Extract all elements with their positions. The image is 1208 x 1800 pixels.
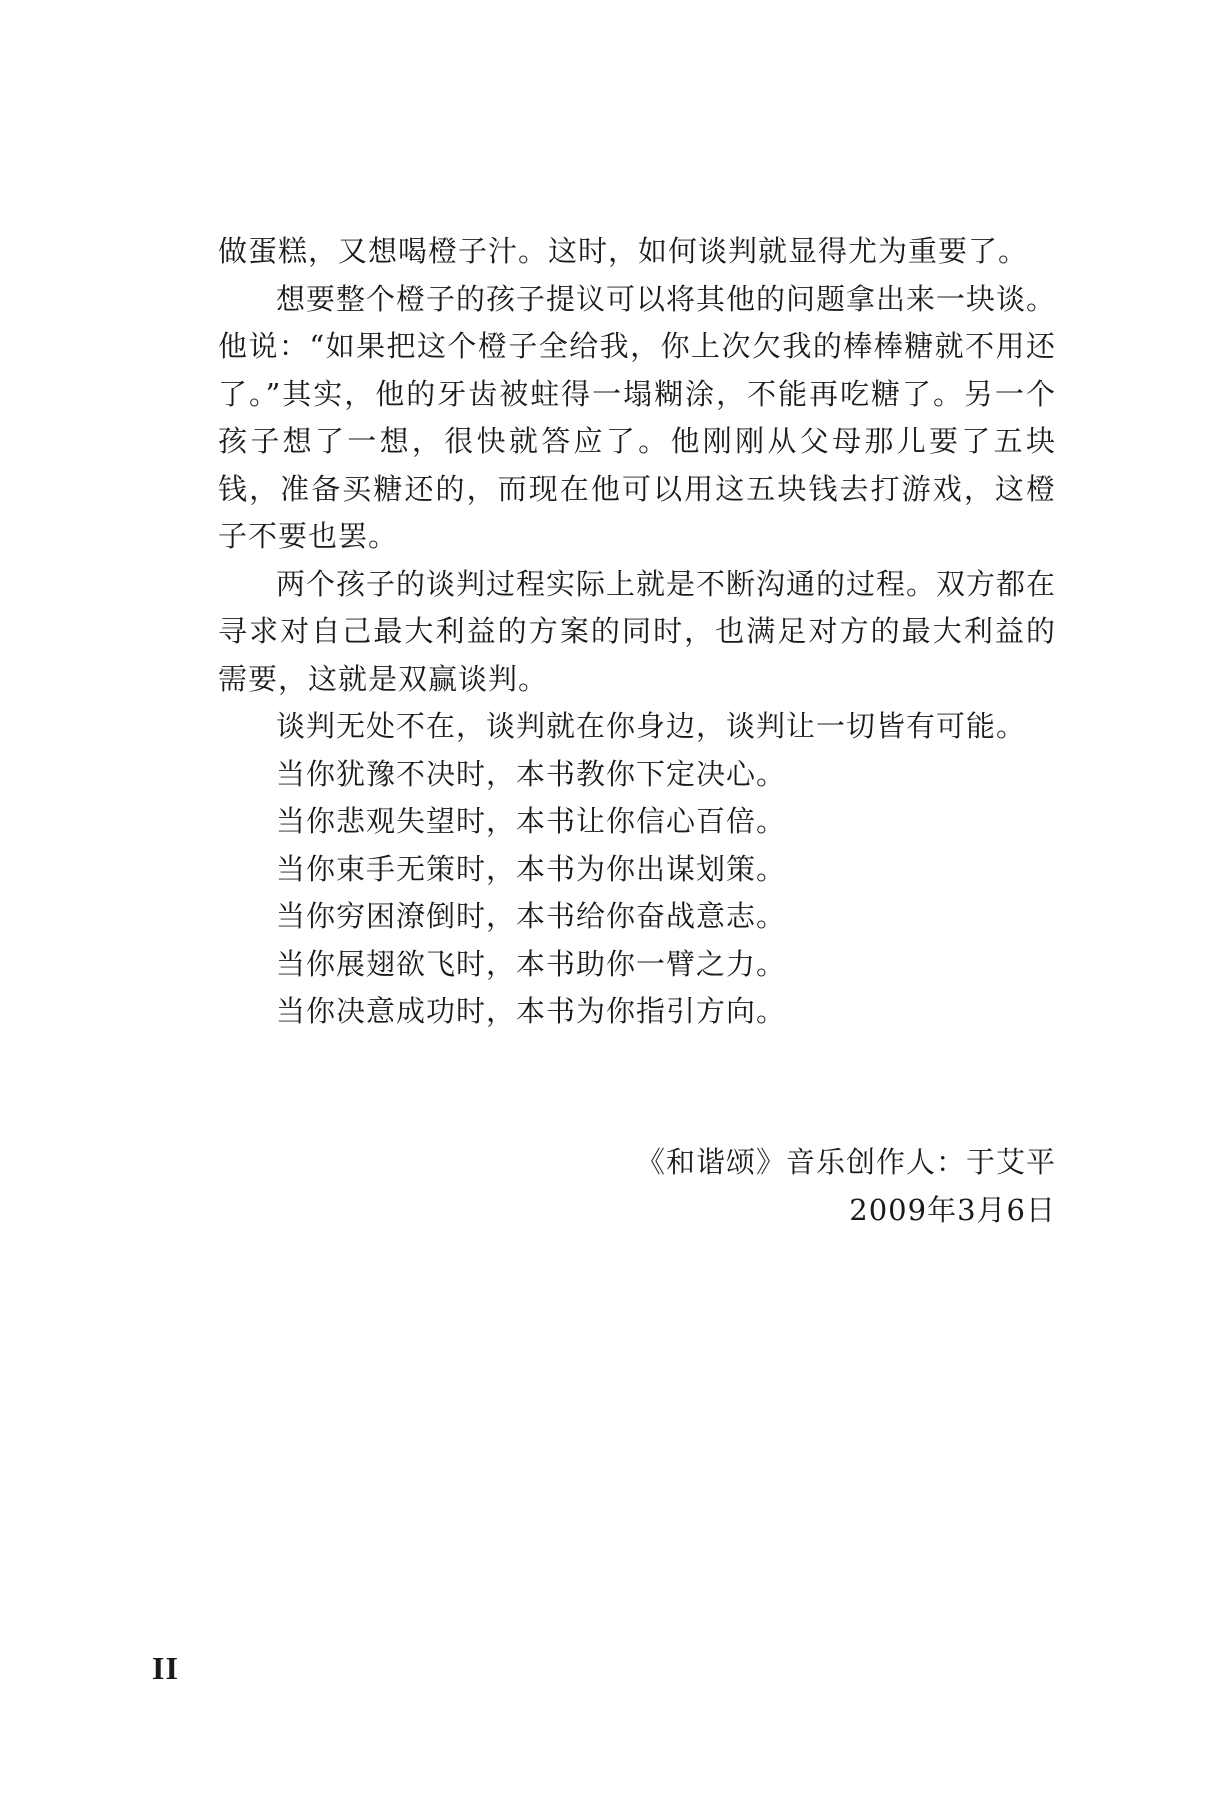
verse-line-6: 当你展翅欲飞时，本书助你一臂之力。 [276, 946, 787, 981]
verse-line-1: 谈判无处不在，谈判就在你身边，谈判让一切皆有可能。 [276, 709, 1027, 743]
page-number: II [152, 1650, 179, 1686]
verse-line-4: 当你束手无策时，本书为你出谋划策。 [276, 851, 787, 886]
signature-date: 2009年3月6日 [849, 1193, 1056, 1227]
signature-author: 《和谐颂》音乐创作人：于艾平 [635, 1145, 1056, 1179]
body-text [218, 228, 1056, 1036]
paragraph-1: 做蛋糕，又想喝橙子汁。这时，如何谈判就显得尤为重要了。 [218, 234, 1029, 268]
paragraph-3: 两个孩子的谈判过程实际上就是不断沟通的过程。双方都在寻求对自己最大利益的方案的同时，也满足对方的最大利益的需要，这就是双赢谈判。 [218, 566, 1057, 696]
verse-line-7: 当你决意成功时，本书为你指引方向。 [276, 994, 787, 1028]
paragraph-2: 想要整个橙子的孩子提议可以将其他的问题拿出来一块谈。他说：“如果把这个橙子全给我，你上次欠我的棒棒糖就不用还了。”其实，他的牙齿被蛀得一塌糊涂，不能再吃糖了。另一个孩子想了一想，很快就答应了。他刚刚从父母那儿要了五块钱，准备买糖还的，而现在他可以用这五块钱去打游戏，这橙子不要也罢。 [218, 281, 1057, 553]
signature-block [636, 1138, 1056, 1234]
verse-line-5: 当你穷困潦倒时，本书给你奋战意志。 [276, 899, 787, 933]
verse-line-3: 当你悲观失望时，本书让你信心百倍。 [276, 804, 787, 838]
verse-line-2: 当你犹豫不决时，本书教你下定决心。 [276, 756, 787, 791]
